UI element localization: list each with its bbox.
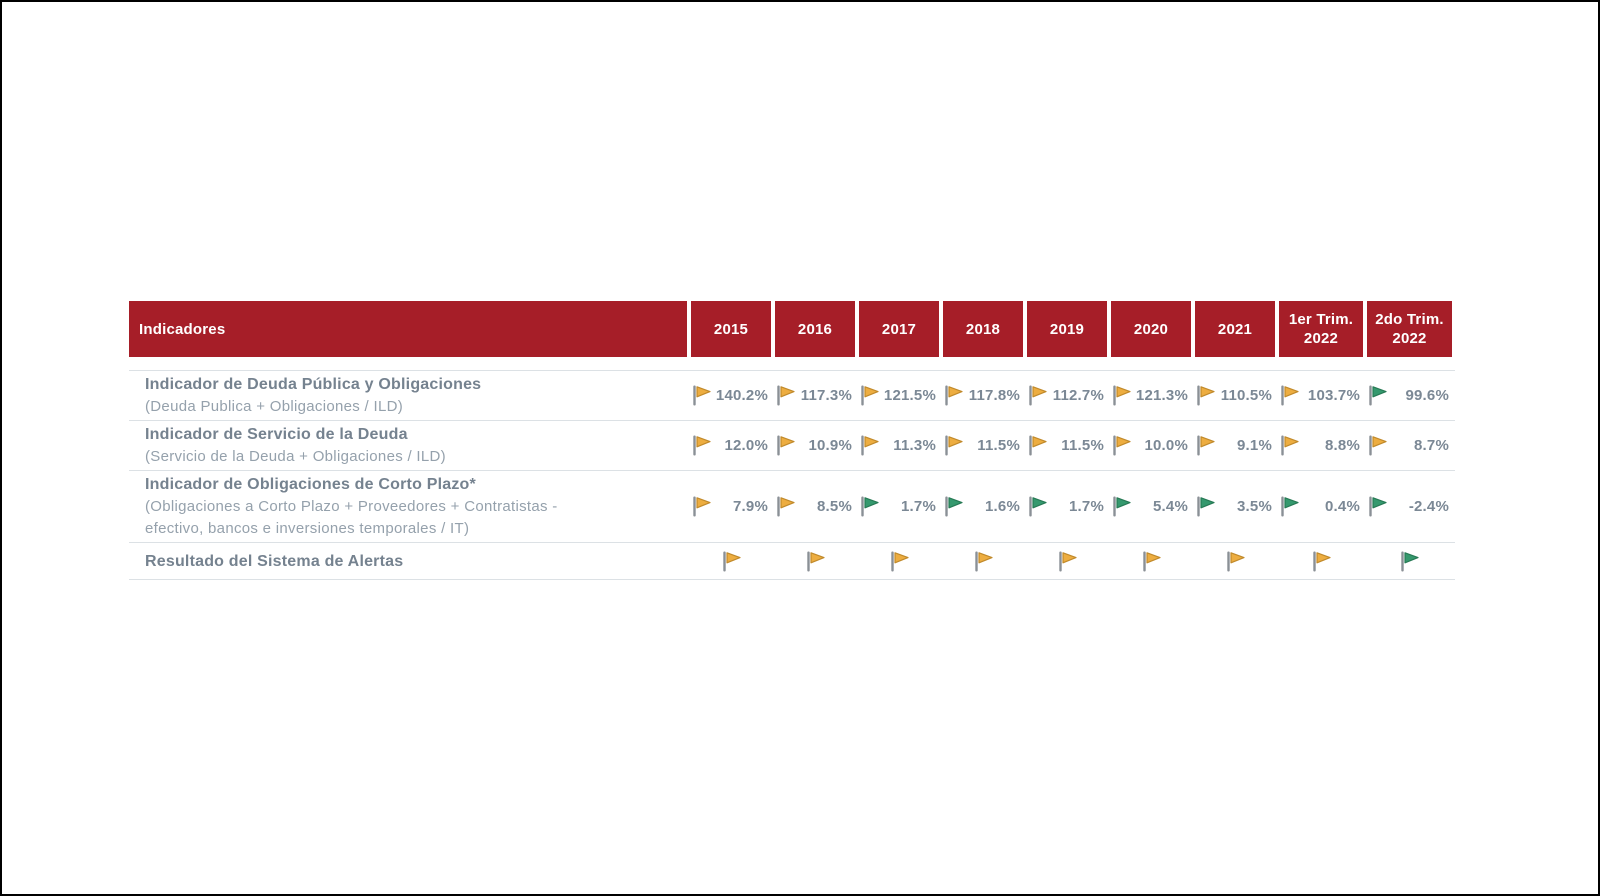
indicator-formula: efectivo, bancos e inversiones temporales / IT) [145, 520, 470, 537]
column-header-label: 2019 [1049, 320, 1085, 338]
column-header-2do-trim-2022 [1367, 301, 1452, 357]
indicator-formula: (Obligaciones a Corto Plazo + Proveedores + Contratistas - [145, 498, 558, 515]
yellow-flag-icon [775, 384, 796, 407]
indicator-value: 1.7% [1069, 498, 1104, 515]
indicator-value: 11.3% [893, 437, 936, 454]
yellow-flag-icon [691, 384, 712, 407]
column-header-indicadores: Indicadores [129, 301, 687, 357]
indicator-value: 1.6% [985, 498, 1020, 515]
yellow-flag-icon [691, 495, 712, 518]
indicator-value-cell [943, 472, 1023, 541]
indicator-value-cell [775, 472, 855, 541]
yellow-flag-icon [1027, 384, 1048, 407]
indicators-table [129, 301, 1455, 580]
green-flag-icon [943, 495, 964, 518]
table-row [129, 470, 1455, 542]
column-header-label: 2do Trim. [1375, 311, 1444, 328]
indicator-value-cell [1027, 472, 1107, 541]
indicator-title: Indicador de Obligaciones de Corto Plazo* [145, 476, 476, 493]
indicator-value: 11.5% [977, 437, 1020, 454]
header-row [129, 301, 1455, 357]
indicator-value-cell [1279, 472, 1363, 541]
column-header-label: 2021 [1217, 320, 1253, 338]
indicator-value: 1.7% [901, 498, 936, 515]
indicator-value: 12.0% [724, 437, 768, 454]
indicator-value-cell [1195, 372, 1275, 419]
indicator-value-cell [775, 422, 855, 469]
indicator-label-cell [129, 372, 687, 419]
indicator-value-cell [1279, 544, 1363, 578]
yellow-flag-icon [859, 384, 880, 407]
yellow-flag-icon [1311, 550, 1332, 573]
yellow-flag-icon [1111, 384, 1132, 407]
column-header-label: 2018 [965, 320, 1001, 338]
indicator-value: 8.8% [1325, 437, 1360, 454]
green-flag-icon [1195, 495, 1216, 518]
indicator-value-cell [1367, 544, 1452, 578]
indicator-value-cell [1027, 422, 1107, 469]
table-row [129, 542, 1455, 579]
green-flag-icon [859, 495, 880, 518]
yellow-flag-icon [1141, 550, 1162, 573]
indicator-value-cell [1195, 422, 1275, 469]
column-header-2018 [943, 301, 1023, 357]
column-header-label-line2: 2022 [1303, 330, 1339, 347]
indicator-value-cell [775, 372, 855, 419]
column-header-2021 [1195, 301, 1275, 357]
indicator-value-cell [1195, 544, 1275, 578]
indicator-value: 0.4% [1325, 498, 1360, 515]
column-header-label-line2: 2022 [1392, 330, 1427, 347]
indicator-value-cell [859, 422, 939, 469]
column-header-label: 2016 [797, 320, 833, 338]
yellow-flag-icon [1111, 434, 1132, 457]
indicator-value-cell [943, 372, 1023, 419]
indicator-label-cell [129, 422, 687, 469]
indicator-value: 117.3% [800, 387, 852, 404]
green-flag-icon [1399, 550, 1420, 573]
indicator-value-cell [1279, 422, 1363, 469]
yellow-flag-icon [859, 434, 880, 457]
indicator-value: 110.5% [1220, 387, 1272, 404]
indicator-value-cell [1027, 544, 1107, 578]
indicator-value: 140.2% [715, 387, 768, 404]
column-header-label: 2017 [881, 320, 917, 338]
indicator-value-cell [691, 544, 771, 578]
indicator-value-cell [1367, 422, 1452, 469]
yellow-flag-icon [1195, 384, 1216, 407]
column-header-label: 1er Trim. [1288, 311, 1354, 328]
indicator-value: 112.7% [1052, 387, 1104, 404]
indicator-value-cell [859, 544, 939, 578]
indicator-value-cell [943, 544, 1023, 578]
green-flag-icon [1367, 495, 1388, 518]
indicator-value: 5.4% [1153, 498, 1188, 515]
column-header-2020 [1111, 301, 1191, 357]
indicator-title: Indicador de Servicio de la Deuda [145, 426, 408, 443]
indicator-value-cell [1279, 372, 1363, 419]
indicator-value: 11.5% [1061, 437, 1104, 454]
indicator-value-cell [691, 422, 771, 469]
indicator-formula: (Deuda Publica + Obligaciones / ILD) [145, 398, 404, 415]
yellow-flag-icon [943, 434, 964, 457]
indicator-value-cell [1367, 472, 1452, 541]
column-header-2015 [691, 301, 771, 357]
yellow-flag-icon [1279, 384, 1300, 407]
indicator-value: 121.5% [883, 387, 936, 404]
indicator-value: 103.7% [1307, 387, 1360, 404]
indicator-title: Indicador de Deuda Pública y Obligaciones [145, 376, 482, 393]
indicator-value-cell [1027, 372, 1107, 419]
indicator-value-cell [691, 372, 771, 419]
indicator-value: 7.9% [733, 498, 768, 515]
indicator-label-cell [129, 472, 687, 541]
yellow-flag-icon [775, 434, 796, 457]
yellow-flag-icon [1225, 550, 1246, 573]
indicator-value-cell [1111, 544, 1191, 578]
yellow-flag-icon [1195, 434, 1216, 457]
indicator-value-cell [775, 544, 855, 578]
yellow-flag-icon [943, 384, 964, 407]
indicator-value: 121.3% [1135, 387, 1188, 404]
indicator-value-cell [1195, 472, 1275, 541]
yellow-flag-icon [1057, 550, 1078, 573]
indicator-value: 10.0% [1144, 437, 1188, 454]
indicator-value: 117.8% [968, 387, 1020, 404]
table-row [129, 420, 1455, 470]
column-header-label: 2015 [713, 320, 749, 338]
indicator-value: 9.1% [1237, 437, 1272, 454]
indicator-value-cell [943, 422, 1023, 469]
table-body [129, 370, 1455, 580]
indicator-value-cell [859, 372, 939, 419]
green-flag-icon [1111, 495, 1132, 518]
table-row [129, 370, 1455, 420]
indicator-value: 8.5% [817, 498, 852, 515]
yellow-flag-icon [1279, 434, 1300, 457]
green-flag-icon [1279, 495, 1300, 518]
column-header-1er-trim-2022 [1279, 301, 1363, 357]
green-flag-icon [1027, 495, 1048, 518]
indicator-formula: (Servicio de la Deuda + Obligaciones / ILD) [145, 448, 446, 465]
indicator-label-cell [129, 549, 687, 574]
yellow-flag-icon [889, 550, 910, 573]
indicator-value-cell [1111, 372, 1191, 419]
indicator-value: 99.6% [1405, 387, 1449, 404]
yellow-flag-icon [1027, 434, 1048, 457]
indicator-value: 8.7% [1414, 437, 1449, 454]
green-flag-icon [1367, 384, 1388, 407]
column-header-2016 [775, 301, 855, 357]
indicator-value-cell [691, 472, 771, 541]
column-header-label: 2020 [1133, 320, 1169, 338]
yellow-flag-icon [721, 550, 742, 573]
yellow-flag-icon [1367, 434, 1388, 457]
indicator-value: -2.4% [1408, 498, 1449, 515]
column-header-2017 [859, 301, 939, 357]
indicator-value-cell [1111, 422, 1191, 469]
column-header-2019 [1027, 301, 1107, 357]
indicator-value-cell [859, 472, 939, 541]
yellow-flag-icon [775, 495, 796, 518]
yellow-flag-icon [973, 550, 994, 573]
indicator-value-cell [1367, 372, 1452, 419]
indicator-value-cell [1111, 472, 1191, 541]
yellow-flag-icon [805, 550, 826, 573]
indicator-value: 3.5% [1237, 498, 1272, 515]
indicator-value: 10.9% [808, 437, 852, 454]
indicator-title: Resultado del Sistema de Alertas [145, 552, 404, 570]
yellow-flag-icon [691, 434, 712, 457]
